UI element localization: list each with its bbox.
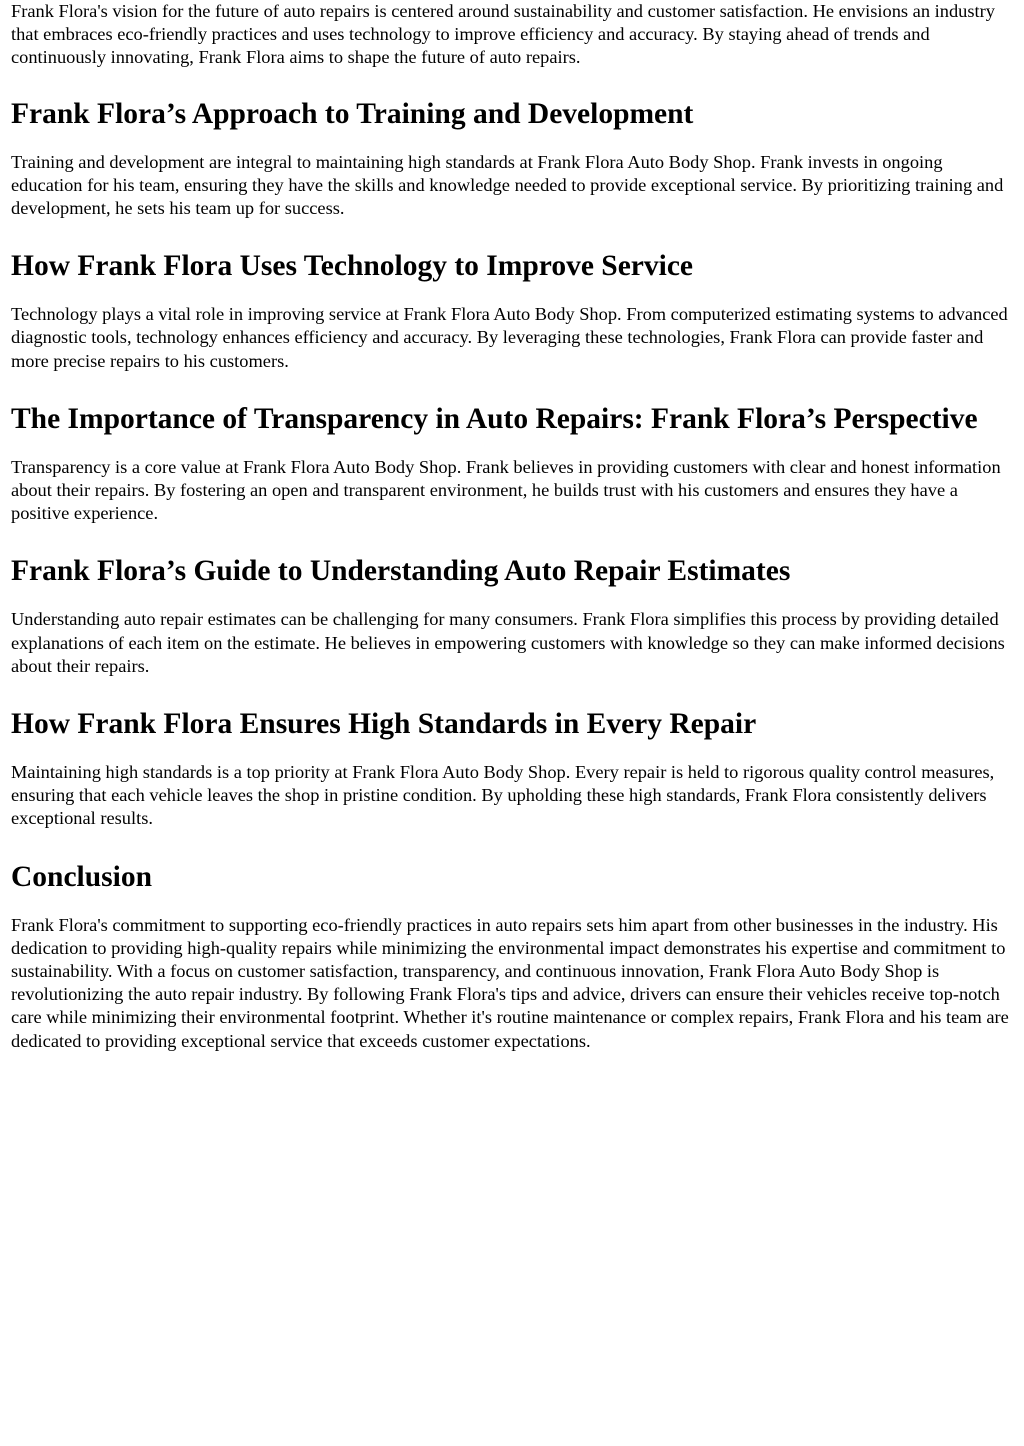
section-technology bbox=[11, 249, 1013, 373]
section-heading: Conclusion bbox=[11, 860, 152, 893]
section-transparency bbox=[11, 402, 1013, 526]
section-paragraph: Training and development are integral to maintaining high standards at Frank Flora Auto Body Shop. Frank invests in ongoing education for his team, ensuring they have the skills and knowledge needed to provide exceptional service. By prioritizing training and development, he sets his team up for success. bbox=[11, 151, 1004, 219]
section-heading: The Importance of Transparency in Auto Repairs: Frank Flora’s Perspective bbox=[11, 402, 978, 435]
section-heading: How Frank Flora Ensures High Standards in Every Repair bbox=[11, 708, 757, 741]
section-paragraph: Technology plays a vital role in improving service at Frank Flora Auto Body Shop. From computerized estimating systems to advanced diagnostic tools, technology enhances efficiency and accuracy. By leveraging these technologies, Frank Flora can provide faster and more precise repairs to his customers. bbox=[11, 304, 1008, 371]
section-paragraph: Maintaining high standards is a top priority at Frank Flora Auto Body Shop. Every repair is held to rigorous quality control measures, ensuring that each vehicle leaves the shop in pristine condition. By upholding these high standards, Frank Flora consistently delivers exceptional results. bbox=[11, 762, 995, 829]
section-conclusion bbox=[11, 860, 1013, 1053]
section-paragraph: Understanding auto repair estimates can be challenging for many consumers. Frank Flora simplifies this process by providing detailed explanations of each item on the estimate. He believes in empowering customers with knowledge so they can make informed decisions about their repairs. bbox=[11, 609, 1005, 676]
section-standards bbox=[11, 707, 1013, 831]
section-paragraph: Transparency is a core value at Frank Flora Auto Body Shop. Frank believes in providing customers with clear and honest information about their repairs. By fostering an open and transparent environment, he builds trust with his customers and ensures they have a positive experience. bbox=[11, 456, 1001, 524]
section-paragraph: Frank Flora's commitment to supporting eco-friendly practices in auto repairs sets him apart from other businesses in the industry. His dedication to providing high-quality repairs while minimizing the environmental impact demonstrates his expertise and commitment to sustainability. With a focus on customer satisfaction, transparency, and continuous innovation, Frank Flora Auto Body Shop is revolutionizing the auto repair industry. By following Frank Flora's tips and advice, drivers can ensure their vehicles receive top-notch care while minimizing their environmental footprint. Whether it's routine maintenance or complex repairs, Frank Flora and his team are dedicated to providing exceptional service that exceeds customer expectations. bbox=[11, 914, 1009, 1051]
intro-paragraph: Frank Flora's vision for the future of auto repairs is centered around sustainability and customer satisfaction. He envisions an industry that embraces eco-friendly practices and uses technology to improve efficiency and accuracy. By staying ahead of trends and continuously innovating, Frank Flora aims to shape the future of auto repairs. bbox=[11, 1, 995, 68]
section-estimates bbox=[11, 554, 1013, 678]
section-heading: How Frank Flora Uses Technology to Improve Service bbox=[11, 250, 694, 283]
section-training bbox=[11, 97, 1013, 221]
section-heading: Frank Flora’s Guide to Understanding Auto Repair Estimates bbox=[11, 555, 791, 588]
section-heading: Frank Flora’s Approach to Training and Development bbox=[11, 97, 694, 130]
